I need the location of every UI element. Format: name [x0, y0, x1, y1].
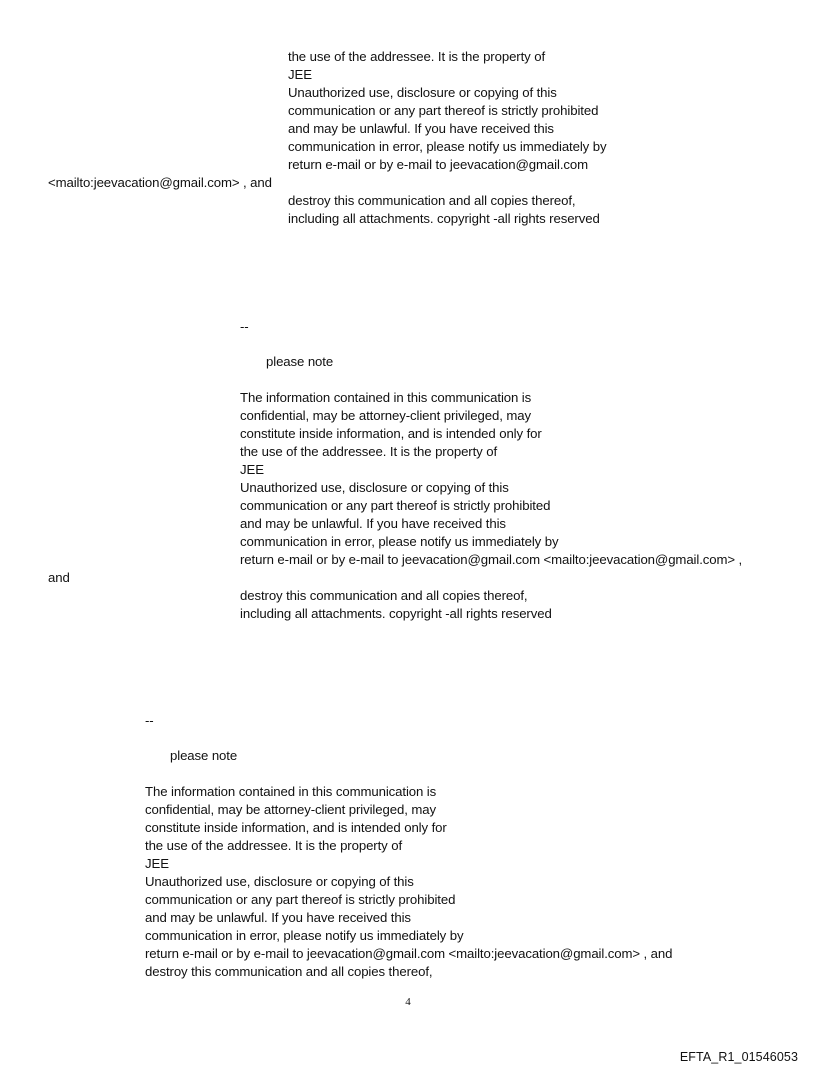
- text-line: <mailto:jeevacation@gmail.com> , and: [48, 175, 272, 190]
- text-line: the use of the addressee. It is the property of: [145, 838, 403, 853]
- text-line: communication in error, please notify us immediately by: [240, 534, 559, 549]
- text-line: return e-mail or by e-mail to jeevacation@gmail.com <mailto:jeevacation@gmail.com> , and: [145, 946, 673, 961]
- text-line: including all attachments. copyright -all rights reserved: [240, 606, 552, 621]
- text-line: destroy this communication and all copies thereof,: [288, 193, 576, 208]
- separator: --: [145, 713, 154, 728]
- text-line: and may be unlawful. If you have received this: [145, 910, 411, 925]
- text-line: and may be unlawful. If you have received this: [240, 516, 506, 531]
- text-line: Unauthorized use, disclosure or copying of this: [240, 480, 509, 495]
- text-line: return e-mail or by e-mail to jeevacation@gmail.com <mailto:jeevacation@gmail.com> ,: [240, 552, 743, 567]
- text-line: communication or any part thereof is strictly prohibited: [145, 892, 456, 907]
- text-line: constitute inside information, and is intended only for: [145, 820, 447, 835]
- text-line: JEE: [145, 856, 169, 871]
- note-heading: please note: [170, 748, 238, 763]
- note-heading: please note: [266, 354, 334, 369]
- text-line: Unauthorized use, disclosure or copying of this: [288, 85, 557, 100]
- text-line: the use of the addressee. It is the property of: [288, 49, 546, 64]
- text-line: confidential, may be attorney-client privileged, may: [145, 802, 436, 817]
- text-line: Unauthorized use, disclosure or copying of this: [145, 874, 414, 889]
- text-line: JEE: [288, 67, 312, 82]
- page-number: 4: [405, 996, 411, 1008]
- text-line: communication or any part thereof is strictly prohibited: [288, 103, 599, 118]
- text-line: the use of the addressee. It is the property of: [240, 444, 498, 459]
- text-line: The information contained in this communication is: [145, 784, 437, 799]
- text-line: destroy this communication and all copies thereof,: [240, 588, 528, 603]
- text-line: destroy this communication and all copies thereof,: [145, 964, 433, 979]
- separator: --: [240, 319, 249, 334]
- text-line: and: [48, 570, 70, 585]
- text-line: including all attachments. copyright -all rights reserved: [288, 211, 600, 226]
- text-line: communication in error, please notify us immediately by: [288, 139, 607, 154]
- text-line: return e-mail or by e-mail to jeevacation@gmail.com: [288, 157, 588, 172]
- text-line: and may be unlawful. If you have received this: [288, 121, 554, 136]
- document-id: EFTA_R1_01546053: [679, 1050, 798, 1064]
- text-line: confidential, may be attorney-client privileged, may: [240, 408, 531, 423]
- text-line: communication or any part thereof is strictly prohibited: [240, 498, 551, 513]
- text-line: The information contained in this communication is: [240, 390, 532, 405]
- text-line: JEE: [240, 462, 264, 477]
- text-line: constitute inside information, and is intended only for: [240, 426, 542, 441]
- text-line: communication in error, please notify us immediately by: [145, 928, 464, 943]
